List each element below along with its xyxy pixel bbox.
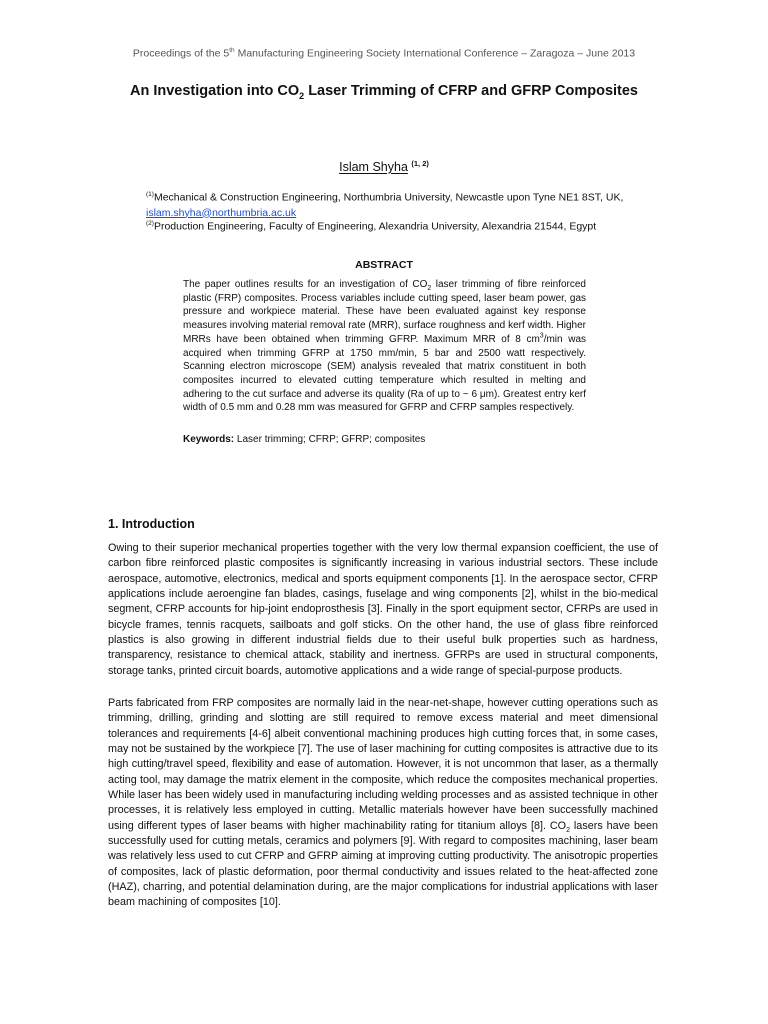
title-subscript: 2 [299, 90, 305, 101]
affiliation-2-text: Production Engineering, Faculty of Engineering, Alexandria University, Alexandria 21544, Egypt [153, 220, 597, 233]
affiliation-2 [146, 216, 626, 235]
abstract-body [183, 278, 586, 415]
paragraph-2-subscript: 2 [566, 826, 570, 834]
abstract-text-3: /min was acquired when trimming GFRP at 1750 mm/min, 5 bar and 2500 watt respectively. Scanning electron microscope (SEM) analysis revealed that matrix constituent in both composites incurred to elevated cutting temperature which resulted in melting and adhering to the cut surface and adverse its quality (Ra of up to ~ 6 μm). Greatest entry kerf width of 0.5 mm and 0.28 mm was measured for GFRP and CFRP samples respectively. [183, 333, 587, 414]
keywords-line [183, 434, 586, 445]
header-text-before: Proceedings of the 5 [132, 47, 230, 60]
abstract-text-1: The paper outlines results for an investigation of CO [183, 279, 428, 290]
author-affiliation-mark: (1, 2) [411, 159, 429, 168]
keywords-label: Keywords: [183, 434, 235, 445]
paper-title [120, 80, 648, 107]
affiliation-2-mark: (2) [146, 220, 154, 227]
affiliation-1-mark: (1) [146, 191, 154, 198]
paragraph-2-text-1: Parts fabricated from FRP composites are normally laid in the near-net-shape, however cutting operations such as trimming, drilling, grinding and slotting are still required to remove excess material and meet dimensional tolerances and requirements [4-6] albeit conventional machining produces high cutting forces that, in some cases, may not be sustained by the workpiece [7]. The use of laser machining for cutting composites is attractive due to its high cutting/travel speed, flexibility and ease of automation. However, it is not uncommon that laser, as a thermally acting tool, may damage the matrix element in the composite, which reduce the composites mechanical properties. While laser has been widely used in manufacturing including welding processes and as assisted technique in other processes, it is relatively less employed in cutting. Metallic materials however have been successfully machined using different types of laser beams with higher machinability rating for titanium alloys [8]. CO [108, 697, 658, 832]
author-line [0, 159, 768, 174]
introduction-paragraph-2 [108, 696, 658, 911]
paragraph-2-text-2: lasers have been successfully used for cutting metals, ceramics and polymers [9]. With regard to composites machining, laser beam was relatively less used to cut CFRP and GFRP aiming at improving cutting productivity. The anisotropic properties of composites, lack of plastic deformation, poor thermal conductivity and issues related to the heat-affected zone (HAZ), charring, and potential delamination during, are the major complications for industrial applications with laser beam machining of composites [10]. [108, 819, 658, 909]
author-name: Islam Shyha [339, 160, 408, 175]
header-text-after: Manufacturing Engineering Society International Conference – Zaragoza – June 2013 [234, 47, 636, 60]
section-heading-introduction: 1. Introduction [108, 517, 195, 531]
introduction-paragraph-1: Owing to their superior mechanical properties together with the very low thermal expansion coefficient, the use of carbon fibre reinforced plastic composites is significantly increasing in various industrial sectors. These include aerospace, automotive, electronics, medical and sports equipment components [1]. In the aerospace sector, CFRP applications include aeroengine fan blades, casings, fuselage and wing components [2], whilst in the bio-medical segment, CFRP accounts for hip-joint endoprosthesis [3]. Finally in the sport equipment sector, CFRPs are used in bicycle frames, tennis racquets, sailboats and golf sticks. On the other hand, the use of glass fibre reinforced plastics is also growing in different industrial fields due to their useful bulk properties such as hardness, transparency, resistance to chemical attack, stability and inertness. GFRPs are used in structural components, storage tanks, printed circuit boards, automotive applications and a wide range of special-purpose products. [108, 542, 658, 677]
affiliation-1-text: Mechanical & Construction Engineering, Northumbria University, Newcastle upon Tyne NE1 8ST, UK, [153, 191, 624, 204]
author-email-link[interactable]: islam.shyha@northumbria.ac.uk [146, 206, 297, 219]
keywords-list: Laser trimming; CFRP; GFRP; composites [234, 434, 426, 445]
header-superscript: th [229, 47, 235, 54]
title-part2: Laser Trimming of CFRP and GFRP Composites [304, 83, 638, 99]
abstract-superscript: 3 [539, 332, 544, 340]
abstract-subscript: 2 [427, 285, 432, 292]
abstract-text-2: laser trimming of fibre reinforced plastic (FRP) composites. Process variables include cutting speed, laser beam power, gas pressure and workpiece material. These have been evaluated against key response measures involving material removal rate (MRR), surface roughness and kerf width. Higher MRRs have been obtained when trimming GFRP. Maximum MRR of 8 cm [183, 279, 586, 345]
abstract-heading: ABSTRACT [355, 259, 413, 271]
title-part1: An Investigation into CO [129, 83, 300, 99]
proceedings-header [0, 47, 768, 60]
